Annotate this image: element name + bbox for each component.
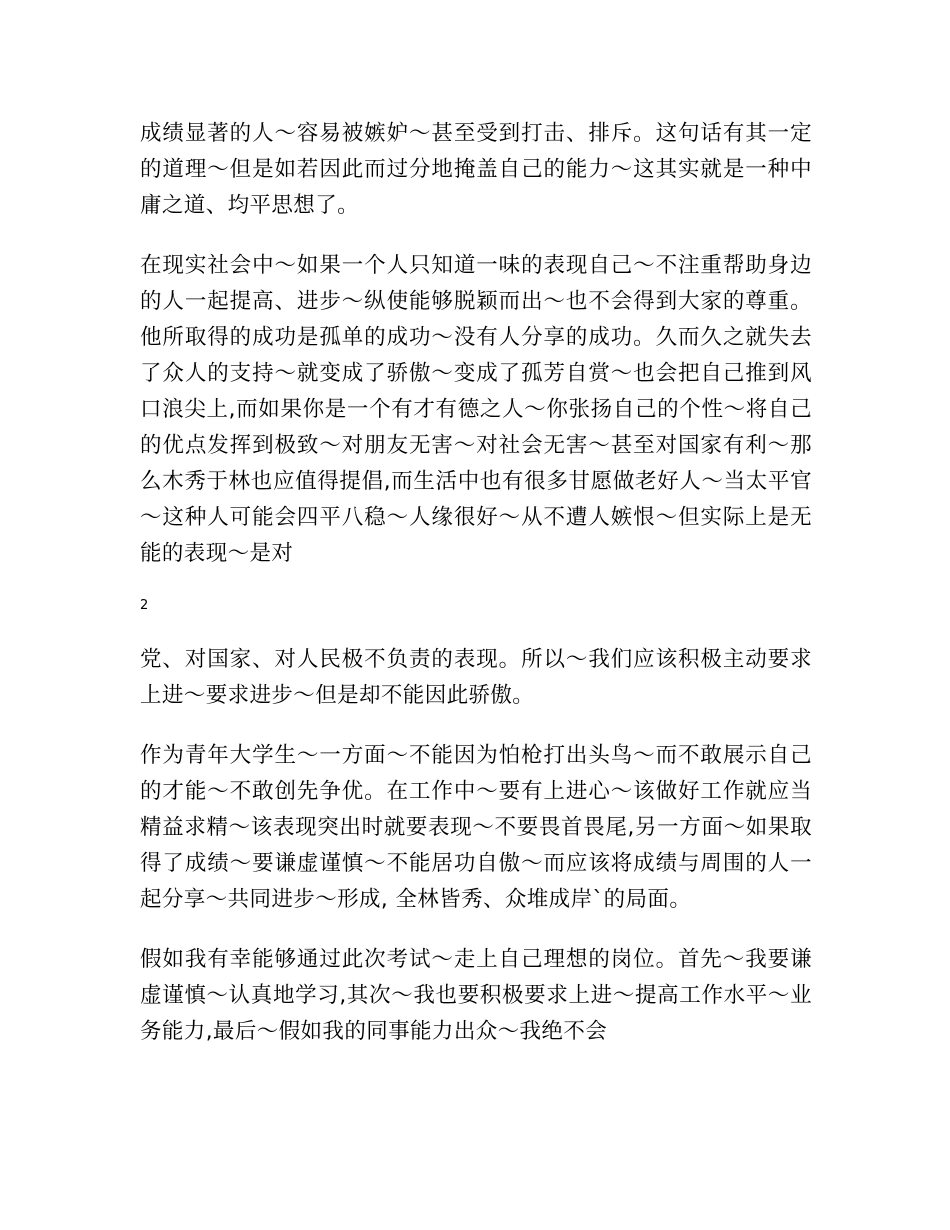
paragraph: 假如我有幸能够通过此次考试～走上自己理想的岗位。首先～我要谦虚谨慎～认真地学习,其次～我也要积极要求上进～提高工作水平～业务能力,最后～假如我的同事能力出众～我绝不会 (140, 947, 812, 1044)
paragraph: 在现实社会中～如果一个人只知道一味的表现自己～不注重帮助身边的人一起提高、进步～纵使能够脱颖而出～也不会得到大家的尊重。他所取得的成功是孤单的成功～没有人分享的成功。久而久之就失去了众人的支持～就变成了骄傲～变成了孤芳自赏～也会把自己推到风口浪尖上,而如果你是一个有才有德之人～你张扬自己的个性～将自己的优点发挥到极致～对朋友无害～对社会无害～甚至对国家有利～那么木秀于林也应值得提倡,而生活中也有很多甘愿做老好人～当太平官～这种人可能会四平八稳～人缘很好～从不遭人嫉恨～但实际上是无能的表现～是对 (140, 253, 812, 566)
paragraph: 作为青年大学生～一方面～不能因为怕枪打出头鸟～而不敢展示自己的才能～不敢创先争优。在工作中～要有上进心～该做好工作就应当精益求精～该表现突出时就要表现～不要畏首畏尾,另一方面～如果取得了成绩～要谦虚谨慎～不能居功自傲～而应该将成绩与周围的人一起分享～共同进步～形成, 全林皆秀、众堆成岸`的局面。 (140, 743, 812, 912)
paragraph: 党、对国家、对人民极不负责的表现。所以～我们应该积极主动要求上进～要求进步～但是却不能因此骄傲。 (140, 647, 812, 708)
document-body (140, 116, 812, 1074)
paragraph: 成绩显著的人～容易被嫉妒～甚至受到打击、排斥。这句话有其一定的道理～但是如若因此而过分地掩盖自己的能力～这其实就是一种中庸之道、均平思想了。 (140, 121, 812, 218)
page-number: 2 (140, 598, 149, 613)
